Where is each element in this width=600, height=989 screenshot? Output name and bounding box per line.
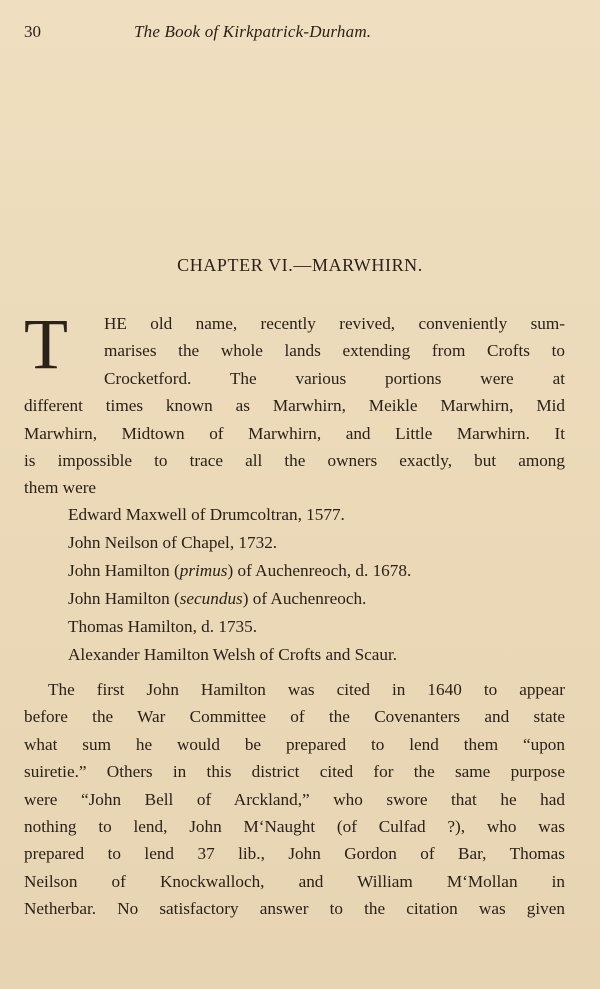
owner-italic-text: primus — [179, 561, 228, 580]
owners-list — [68, 501, 588, 669]
text-line: different times known as Marwhirn, Meikle Marwhirn, Mid — [24, 396, 565, 416]
owner-text: ) of Auchenreoch. — [242, 589, 367, 608]
owner-text: John Hamilton ( — [68, 561, 180, 580]
text-line: suiretie.” Others in this district cited for the same purpose — [24, 762, 565, 782]
owner-italic-text: secundus — [179, 589, 243, 608]
text-line: The first John Hamilton was cited in 1640 to appear — [48, 680, 565, 699]
text-line: nothing to lend, John M‘Naught (of Culfad ?), who was — [24, 816, 565, 836]
text-line: Marwhirn, Midtown of Marwhirn, and Little Marwhirn. It — [24, 423, 565, 443]
owner-entry: John Neilson of Chapel, 1732. — [68, 533, 278, 552]
text-line: marises the whole lands extending from Crofts to — [104, 341, 565, 361]
owner-entry — [68, 585, 588, 613]
text-line: Neilson of Knockwalloch, and William M‘Mollan in — [24, 871, 565, 891]
text-line: them were — [24, 478, 97, 498]
drop-cap: T — [24, 304, 68, 384]
text-line: is impossible to trace all the owners exactly, but among — [24, 450, 565, 470]
running-title: The Book of Kirkpatrick-Durham. — [134, 22, 372, 41]
paragraph-2 — [24, 676, 565, 923]
owner-text: ) of Auchenreoch, d. 1678. — [227, 561, 412, 580]
owner-entry: Thomas Hamilton, d. 1735. — [68, 617, 258, 636]
text-line: HE old name, recently revived, conveniently sum- — [104, 314, 565, 333]
text-line: were “John Bell of Arckland,” who swore that he had — [24, 789, 565, 809]
chapter-title: CHAPTER VI.—MARWHIRN. — [177, 255, 423, 275]
text-line: Crocketford. The various portions were at — [104, 368, 565, 388]
page-header — [24, 22, 576, 46]
paragraph-1 — [24, 304, 565, 502]
owner-entry: Alexander Hamilton Welsh of Crofts and Scaur. — [68, 645, 398, 664]
text-line: Netherbar. No satisfactory answer to the citation was given — [24, 899, 565, 919]
owner-entry — [68, 557, 588, 585]
owner-text: John Hamilton ( — [68, 589, 180, 608]
text-line: before the War Committee of the Covenanters and state — [24, 707, 565, 727]
page-number: 30 — [24, 22, 41, 41]
text-line: prepared to lend 37 lib., John Gordon of Bar, Thomas — [24, 844, 565, 864]
text-line: what sum he would be prepared to lend them “upon — [24, 734, 565, 754]
owner-entry: Edward Maxwell of Drumcoltran, 1577. — [68, 505, 345, 524]
